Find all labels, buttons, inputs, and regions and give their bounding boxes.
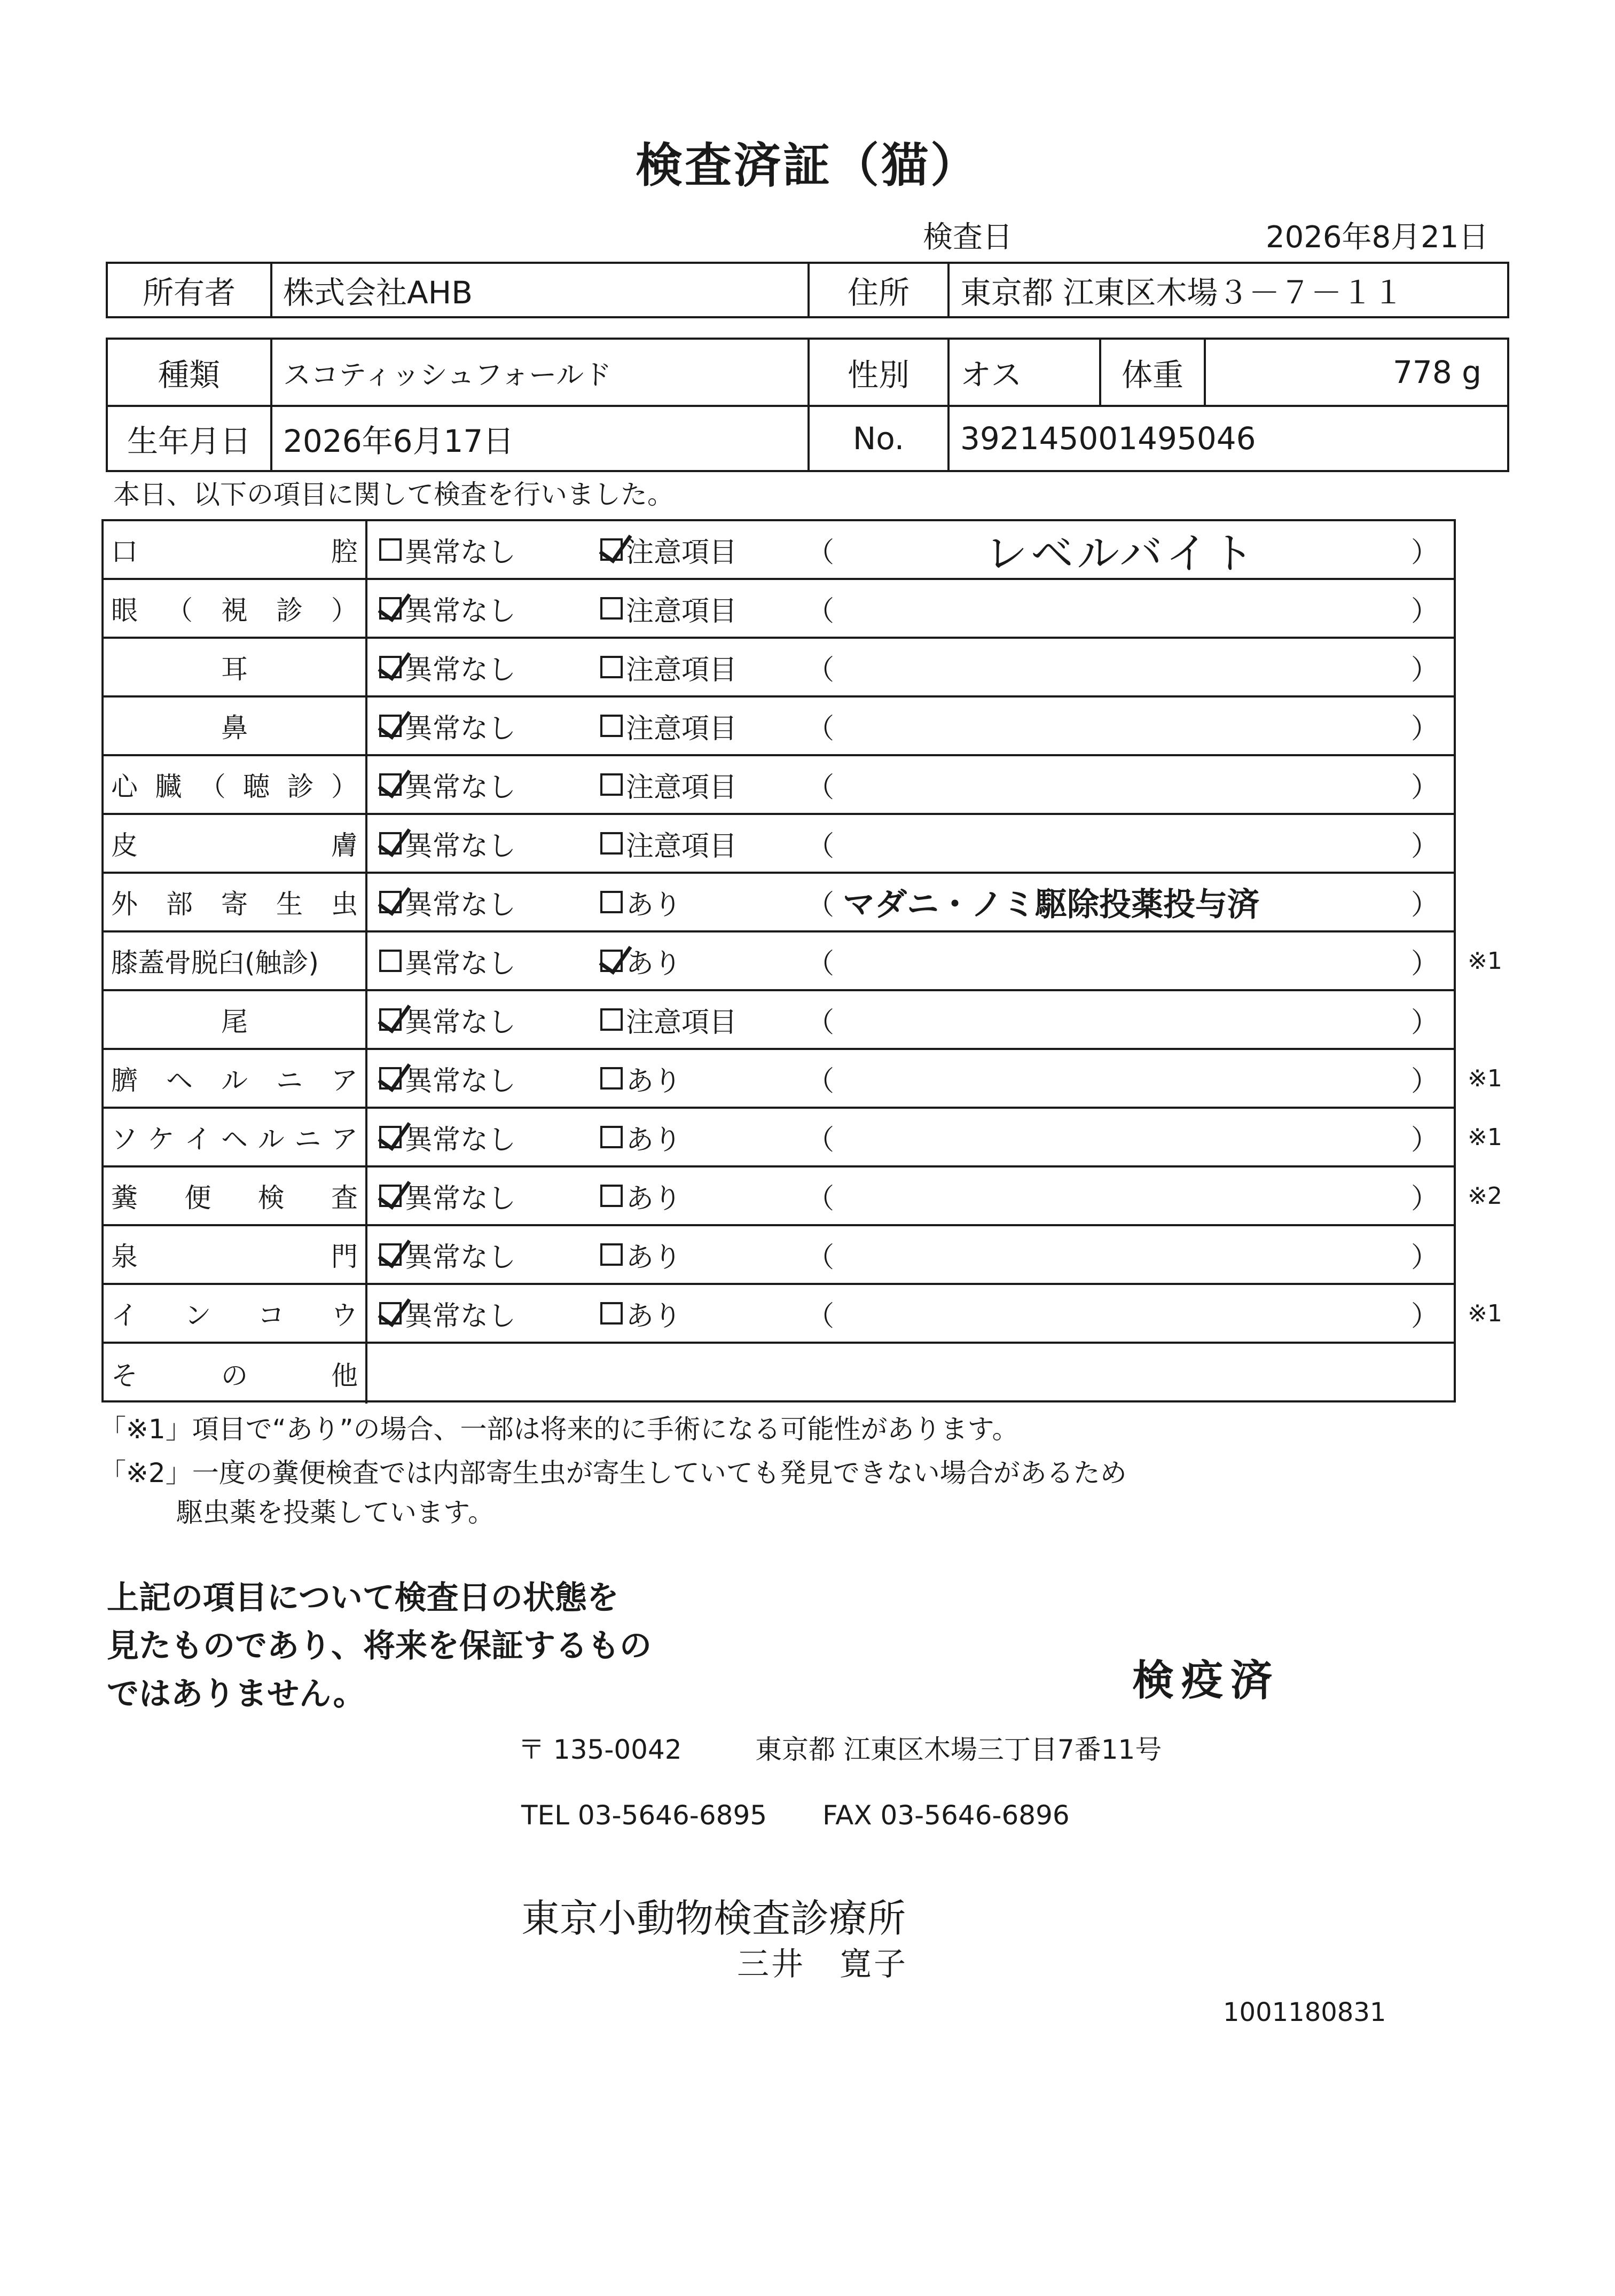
option-no-abnormality bbox=[379, 991, 516, 1048]
disclaimer-line-2: 見たものであり、将来を保証するもの bbox=[107, 1627, 652, 1665]
checked-checkbox-icon[interactable] bbox=[600, 538, 623, 561]
close-paren: ） bbox=[1411, 1241, 1439, 1274]
footnote-marker: ※1 bbox=[1468, 1123, 1502, 1151]
open-paren: （ bbox=[806, 712, 835, 745]
option-label: 異常なし bbox=[405, 947, 516, 980]
option-attention bbox=[600, 991, 737, 1048]
pet-info-row-2 bbox=[108, 407, 1507, 470]
exam-remark: レベルバイト bbox=[985, 528, 1258, 578]
footnote-marker: ※2 bbox=[1468, 1182, 1502, 1210]
quarantine-stamp: 検疫済 bbox=[1132, 1657, 1280, 1705]
close-paren: ） bbox=[1411, 654, 1439, 686]
option-attention bbox=[600, 756, 737, 813]
exam-row bbox=[104, 932, 1502, 991]
option-no-abnormality bbox=[379, 932, 516, 989]
footnote-2-continued: 駆虫薬を投薬しています。 bbox=[176, 1497, 495, 1528]
checkbox-icon[interactable] bbox=[600, 1185, 623, 1207]
number-value: 392145001495046 bbox=[947, 407, 1507, 470]
option-attention bbox=[600, 639, 737, 695]
address-label: 住所 bbox=[807, 264, 947, 316]
option-attention bbox=[600, 1167, 681, 1224]
breed-value: スコティッシュフォールド bbox=[270, 340, 807, 405]
open-paren: （ bbox=[806, 595, 835, 628]
exam-item-name: 泉 門 bbox=[104, 1226, 367, 1283]
exam-item-name: そ の 他 bbox=[104, 1344, 367, 1404]
clinic-fax: FAX 03-5646-6896 bbox=[822, 1800, 1070, 1831]
option-label: 注意項目 bbox=[626, 712, 738, 745]
document-title: 検査済証（猫） bbox=[635, 138, 979, 193]
option-attention bbox=[600, 521, 737, 578]
checkbox-icon[interactable] bbox=[600, 832, 623, 855]
option-label: 注意項目 bbox=[626, 1006, 738, 1039]
checked-checkbox-icon[interactable] bbox=[379, 1302, 402, 1325]
option-no-abnormality bbox=[379, 1285, 516, 1342]
option-no-abnormality bbox=[379, 756, 516, 813]
option-no-abnormality bbox=[379, 639, 516, 695]
close-paren: ） bbox=[1411, 536, 1439, 569]
option-no-abnormality bbox=[379, 1167, 516, 1224]
checkbox-icon[interactable] bbox=[600, 1008, 623, 1031]
checkbox-icon[interactable] bbox=[379, 538, 402, 561]
footnote-marker: ※1 bbox=[1468, 1064, 1502, 1092]
birthdate-value: 2026年6月17日 bbox=[270, 407, 807, 470]
exam-item-name: 臍 ヘ ル ニ ア bbox=[104, 1050, 367, 1107]
option-attention bbox=[600, 1226, 681, 1283]
exam-table bbox=[101, 519, 1502, 1402]
exam-item-name: 外 部 寄 生 虫 bbox=[104, 874, 367, 930]
option-attention bbox=[600, 698, 737, 754]
weight-value: 778 g bbox=[1204, 340, 1507, 405]
exam-item-name: 膝蓋骨脱臼(触診) bbox=[104, 932, 367, 989]
close-paren: ） bbox=[1411, 1065, 1439, 1098]
close-paren: ） bbox=[1411, 947, 1439, 980]
option-attention bbox=[600, 580, 737, 637]
checked-checkbox-icon[interactable] bbox=[379, 1067, 402, 1090]
close-paren: ） bbox=[1411, 595, 1439, 628]
number-label: No. bbox=[807, 407, 947, 470]
document-number: 1001180831 bbox=[1223, 1997, 1386, 2027]
option-label: 注意項目 bbox=[626, 536, 738, 569]
pet-info-row-1 bbox=[108, 340, 1507, 407]
exam-row bbox=[104, 698, 1454, 756]
exam-row bbox=[104, 874, 1454, 932]
close-paren: ） bbox=[1411, 1182, 1439, 1215]
exam-item-name: 眼 （ 視 診 ） bbox=[104, 580, 367, 637]
option-attention bbox=[600, 874, 681, 930]
open-paren: （ bbox=[806, 1006, 835, 1039]
open-paren: （ bbox=[806, 654, 835, 686]
option-label: 異常なし bbox=[405, 712, 516, 745]
checked-checkbox-icon[interactable] bbox=[379, 1126, 402, 1148]
close-paren: ） bbox=[1411, 830, 1439, 863]
close-paren: ） bbox=[1411, 1300, 1439, 1333]
clinic-tel: TEL 03-5646-6895 bbox=[521, 1800, 767, 1831]
checked-checkbox-icon[interactable] bbox=[379, 773, 402, 796]
open-paren: （ bbox=[806, 771, 835, 804]
checkbox-icon[interactable] bbox=[379, 950, 402, 972]
option-attention bbox=[600, 815, 737, 872]
option-label: あり bbox=[626, 1124, 682, 1156]
exam-item-name: イ ン コ ウ bbox=[104, 1285, 367, 1342]
option-label: 異常なし bbox=[405, 536, 516, 569]
disclaimer-line-3: ではありません。 bbox=[107, 1675, 365, 1713]
option-label: 異常なし bbox=[405, 830, 516, 863]
option-label: 異常なし bbox=[405, 1124, 516, 1156]
option-label: 異常なし bbox=[405, 654, 516, 686]
option-no-abnormality bbox=[379, 521, 516, 578]
checked-checkbox-icon[interactable] bbox=[379, 1008, 402, 1031]
option-label: 注意項目 bbox=[626, 654, 738, 686]
checked-checkbox-icon[interactable] bbox=[379, 1185, 402, 1207]
option-label: 異常なし bbox=[405, 771, 516, 804]
checked-checkbox-icon[interactable] bbox=[600, 950, 623, 972]
option-label: あり bbox=[626, 1065, 682, 1098]
option-label: あり bbox=[626, 1182, 682, 1215]
option-label: あり bbox=[626, 1300, 682, 1333]
checkbox-icon[interactable] bbox=[600, 715, 623, 737]
option-no-abnormality bbox=[379, 1050, 516, 1107]
footnote-2: 「※2」一度の糞便検査では内部寄生虫が寄生していても発見できない場合があるため bbox=[99, 1457, 1127, 1488]
checked-checkbox-icon[interactable] bbox=[379, 832, 402, 855]
exam-date: 2026年8月21日 bbox=[1266, 220, 1489, 255]
option-label: 注意項目 bbox=[626, 595, 738, 628]
option-label: 異常なし bbox=[405, 595, 516, 628]
option-label: あり bbox=[626, 947, 682, 980]
option-label: 注意項目 bbox=[626, 771, 738, 804]
exam-item-name: 皮 膚 bbox=[104, 815, 367, 872]
exam-remark: マダニ・ノミ駆除投薬投与済 bbox=[843, 886, 1259, 923]
clinic-address: 東京都 江東区木場三丁目7番11号 bbox=[755, 1734, 1162, 1765]
option-label: 異常なし bbox=[405, 889, 516, 921]
option-label: 異常なし bbox=[405, 1065, 516, 1098]
checked-checkbox-icon[interactable] bbox=[379, 891, 402, 913]
checkbox-icon[interactable] bbox=[600, 773, 623, 796]
owner-label: 所有者 bbox=[142, 275, 236, 311]
checkbox-icon[interactable] bbox=[600, 1243, 623, 1266]
breed-label: 種類 bbox=[158, 357, 220, 393]
birthdate-label: 生年月日 bbox=[127, 423, 251, 459]
checkbox-icon[interactable] bbox=[600, 1067, 623, 1090]
close-paren: ） bbox=[1411, 1124, 1439, 1156]
close-paren: ） bbox=[1411, 889, 1439, 921]
option-label: 異常なし bbox=[405, 1300, 516, 1333]
owner-row bbox=[106, 262, 1509, 318]
open-paren: （ bbox=[806, 1065, 835, 1098]
veterinarian-name: 三井 寛子 bbox=[737, 1946, 908, 1983]
checked-checkbox-icon[interactable] bbox=[379, 656, 402, 678]
sex-label: 性別 bbox=[807, 340, 947, 405]
exam-item-name: 耳 bbox=[104, 639, 367, 695]
checked-checkbox-icon[interactable] bbox=[379, 1243, 402, 1266]
exam-row bbox=[104, 521, 1454, 580]
weight-label: 体重 bbox=[1099, 340, 1204, 405]
footnote-marker: ※1 bbox=[1468, 947, 1502, 975]
open-paren: （ bbox=[806, 947, 835, 980]
pet-info-table bbox=[106, 338, 1509, 472]
option-no-abnormality bbox=[379, 1226, 516, 1283]
exam-row bbox=[104, 580, 1454, 639]
open-paren: （ bbox=[806, 1300, 835, 1333]
exam-row bbox=[104, 1109, 1502, 1167]
footnote-marker: ※1 bbox=[1468, 1299, 1502, 1327]
exam-item-name: ソ ケ イ ヘ ル ニ ア bbox=[104, 1109, 367, 1165]
close-paren: ） bbox=[1411, 712, 1439, 745]
exam-item-name: 口 腔 bbox=[104, 521, 367, 578]
exam-row bbox=[104, 991, 1454, 1050]
exam-item-name: 尾 bbox=[104, 991, 367, 1048]
exam-item-name: 鼻 bbox=[104, 698, 367, 754]
disclaimer-line-1: 上記の項目について検査日の状態を bbox=[107, 1579, 619, 1617]
option-attention bbox=[600, 932, 681, 989]
option-label: 異常なし bbox=[405, 1182, 516, 1215]
sex-value: オス bbox=[947, 340, 1099, 405]
owner-value: 株式会社AHB bbox=[270, 264, 807, 316]
checked-checkbox-icon[interactable] bbox=[379, 597, 402, 620]
option-label: 異常なし bbox=[405, 1241, 516, 1274]
option-no-abnormality bbox=[379, 1109, 516, 1165]
exam-item-name: 心 臓 （ 聴 診 ） bbox=[104, 756, 367, 813]
option-no-abnormality bbox=[379, 815, 516, 872]
checkbox-icon[interactable] bbox=[600, 1126, 623, 1148]
option-label: 異常なし bbox=[405, 1006, 516, 1039]
exam-row bbox=[104, 756, 1454, 815]
exam-row bbox=[104, 1285, 1502, 1344]
option-no-abnormality bbox=[379, 580, 516, 637]
exam-row bbox=[104, 1050, 1502, 1109]
close-paren: ） bbox=[1411, 1006, 1439, 1039]
checkbox-icon[interactable] bbox=[600, 891, 623, 913]
open-paren: （ bbox=[806, 1182, 835, 1215]
option-label: あり bbox=[626, 1241, 682, 1274]
checkbox-icon[interactable] bbox=[600, 1302, 623, 1325]
exam-item-name: 糞 便 検 査 bbox=[104, 1167, 367, 1224]
option-attention bbox=[600, 1050, 681, 1107]
exam-row bbox=[104, 639, 1454, 698]
open-paren: （ bbox=[806, 536, 835, 569]
clinic-name: 東京小動物検査診療所 bbox=[521, 1896, 906, 1941]
open-paren: （ bbox=[806, 1241, 835, 1274]
intro-text: 本日、以下の項目に関して検査を行いました。 bbox=[113, 479, 674, 510]
exam-row bbox=[104, 1226, 1454, 1285]
option-label: あり bbox=[626, 889, 682, 921]
option-attention bbox=[600, 1285, 681, 1342]
open-paren: （ bbox=[806, 1124, 835, 1156]
option-label: 注意項目 bbox=[626, 830, 738, 863]
option-no-abnormality bbox=[379, 698, 516, 754]
checkbox-icon[interactable] bbox=[600, 597, 623, 620]
exam-row bbox=[104, 1167, 1502, 1226]
option-no-abnormality bbox=[379, 874, 516, 930]
checkbox-icon[interactable] bbox=[600, 656, 623, 678]
exam-date-label: 検査日 bbox=[923, 220, 1013, 255]
option-attention bbox=[600, 1109, 681, 1165]
footnote-1: 「※1」項目で“あり”の場合、一部は将来的に手術になる可能性があります。 bbox=[99, 1414, 1019, 1445]
address-value: 東京都 江東区木場３－７－１１ bbox=[947, 264, 1507, 316]
clinic-postal-code: 〒 135-0042 bbox=[518, 1734, 682, 1765]
checked-checkbox-icon[interactable] bbox=[379, 715, 402, 737]
close-paren: ） bbox=[1411, 771, 1439, 804]
open-paren: （ bbox=[806, 889, 835, 921]
open-paren: （ bbox=[806, 830, 835, 863]
exam-row-other bbox=[104, 1344, 1454, 1404]
exam-row bbox=[104, 815, 1454, 874]
